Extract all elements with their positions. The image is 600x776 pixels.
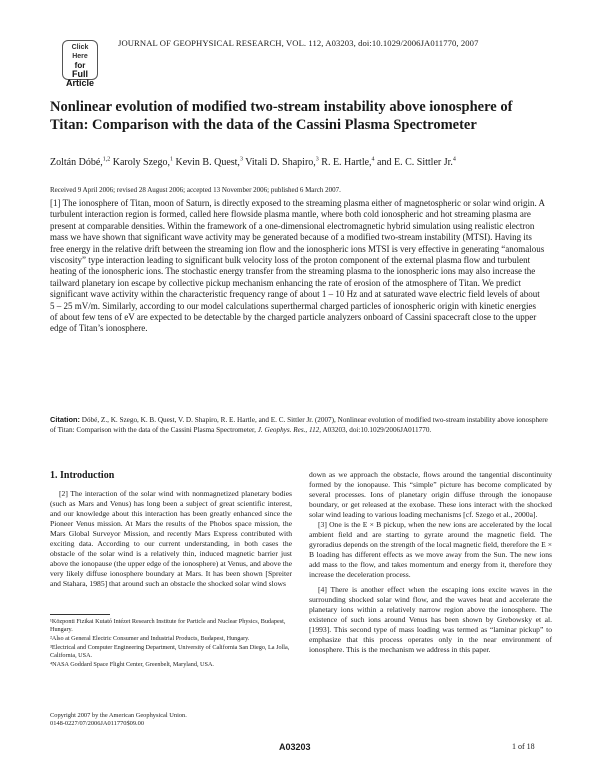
logo-line-full-article: Full Article [65, 69, 94, 88]
publication-dates: Received 9 April 2006; revised 28 August 2006; accepted 13 November 2006; published 6 March 2007. [50, 186, 341, 194]
page-number: 1 of 18 [512, 742, 535, 751]
logo-line-here: Here [72, 53, 88, 60]
logo-line-click: Click [71, 44, 89, 51]
author: Karoly Szego,$^1$ [112, 157, 173, 169]
abstract: [1] The ionosphere of Titan, moon of Saturn, is directly exposed to the streaming plasma either of magnetospheric or solar wind origin. A turbulent interaction region is formed, called here flowside plasma mantle, where both cold ionospheric and hot streaming plasma are present at comparable densities. Within the framework of a one-dimensional electromagnetic hybrid simulation using realistic electron mass we have shown that significant wave activity may be generated because of a modified two-stream instability (MTSI). Having its free energy in the relative drift between the streaming ion flow and the ionospheric ions MTSI is very effective in generating “anomalous viscosity” type interaction leading to significant bulk velocity loss of the proton component of the external plasma flow and turbulent heating of the ionospheric ions. The stochastic energy transfer from the streaming plasma to the ionospheric ions may also increase the tailward planetary ion escape by collective pickup mechanism enhancing the rate of erosion of the atmosphere of Titan. We predict significant wave activity within the characteristic frequency range of about 1 – 10 Hz and at saturated wave electric field levels of about 5 – 25 mV/m. Similarly, according to our model calculations superthermal charged particles of ionospheric origin with kinetic energies of about few tens of eV are expected to be detectable by the charged particle analyzers onboard of Cassini spacecraft close to the upper edge of Titan’s ionosphere. [50, 198, 545, 334]
logo-line-for: for [74, 61, 86, 70]
article-id: A03203 [279, 742, 311, 752]
footnote: ¹Központi Fizikai Kutató Intézet Research Institute for Particle and Nuclear Physics, Budapest, Hungary. [50, 618, 286, 633]
footnote: ⁴NASA Goddard Space Flight Center, Greenbelt, Maryland, USA. [50, 661, 214, 668]
author: Zoltán Dóbé,$^{1,2}$ [50, 157, 111, 169]
footnote: ³Electrical and Computer Engineering Department, University of California San Diego, La Jolla, California, USA. [50, 644, 290, 659]
section-title-introduction: 1. Introduction [50, 470, 115, 481]
footnote-divider [50, 614, 110, 615]
author: Vitali D. Shapiro,$^3$ [245, 157, 319, 169]
issn-line: 0148-0227/07/2006JA011770$09.00 [50, 720, 145, 727]
author: Kevin B. Quest,$^3$ [175, 157, 243, 169]
footnotes [50, 618, 292, 670]
author: and E. C. Sittler Jr.$^4$ [377, 157, 456, 169]
paper-title: Nonlinear evolution of modified two-stream instability above ionosphere of Titan: Comparison with the data of the Cassini Plasma Spectrometer [50, 99, 513, 133]
copyright-line: Copyright 2007 by the American Geophysical Union. [50, 712, 187, 719]
author: R. E. Hartle,$^4$ [321, 157, 375, 169]
right-column [309, 470, 552, 655]
full-article-logo[interactable] [62, 40, 98, 88]
citation-text: Dóbé, Z., K. Szego, K. B. Quest, V. D. Shapiro, R. E. Hartle, and E. C. Sittler Jr. (2007), Nonlinear evolution of modified two-stream instability above ionosphere of Titan: Comparison with the data of the Cassini Plasma Spectrometer, [50, 416, 548, 434]
author-list [50, 154, 550, 169]
citation-tail: A03203, doi:10.1029/2006JA011770. [322, 426, 432, 434]
copyright [50, 712, 292, 728]
citation-journal: J. Geophys. Res., 112, [257, 426, 322, 434]
footnote: ²Also at General Electric Consumer and Industrial Products, Budapest, Hungary. [50, 635, 250, 642]
left-column [50, 489, 292, 589]
paragraph: [2] The interaction of the solar wind with nonmagnetized planetary bodies (such as Mars and Venus) has long been a subject of great scientific interest, and our knowledge about this interaction has been greatly enhanced since the Pioneer Venus mission. At Mars the results of the Phobos space mission, the Mars Global Surveyor Mission, and recently Mars Express contributed with exciting data. According to our current understanding, in both cases the obstacle of the solar wind is a relatively thin, induced magnetic barrier just above the ionopause (the upper edge of the ionosphere) at Venus, and above the very likely diffuse ionosphere boundary at Mars. It has been shown [Spreiter and Stahara, 1985] that around such an obstacle the shocked solar wind slows [50, 489, 292, 589]
citation [50, 415, 550, 435]
paragraph: [4] There is another effect when the escaping ions excite waves in the surrounding shocked solar wind flow, and the waves heat and accelerate the planetary ions within a relatively narrow region above the ionosphere. The existence of such ions around Venus has been shown by Grebowsky et al. [1993]. This second type of mass loading was termed as “laminar pickup” to emphasize that this process operates only in the near environment of ionosphere. This is the mechanism we address in this paper. [309, 584, 552, 654]
paragraph: [3] One is the E × B pickup, when the new ions are accelerated by the local ambient field and are starting to gyrate around the magnetic field. The gyroradius depends on the strength of the local magnetic field, therefore the E × B loading has different effects as we move away from the Sun. The new ions add mass to the flow, and takes momentum and energy from it, therefore they increase the deceleration process. [309, 520, 552, 580]
paragraph: down as we approach the obstacle, flows around the tangential discontinuity formed by the ionopause. This “simple” picture has become complicated by several processes. Ions of planetary origin diffuse through the ionopause boundary, or get released at the exobase. These ions interact with the shocked solar wind leading to various loading mechanisms [cf. Szego et al., 2000a]. [309, 470, 552, 520]
citation-label: Citation: [50, 415, 80, 424]
journal-header: JOURNAL OF GEOPHYSICAL RESEARCH, VOL. 112, A03203, doi:10.1029/2006JA011770, 2007 [118, 38, 479, 48]
